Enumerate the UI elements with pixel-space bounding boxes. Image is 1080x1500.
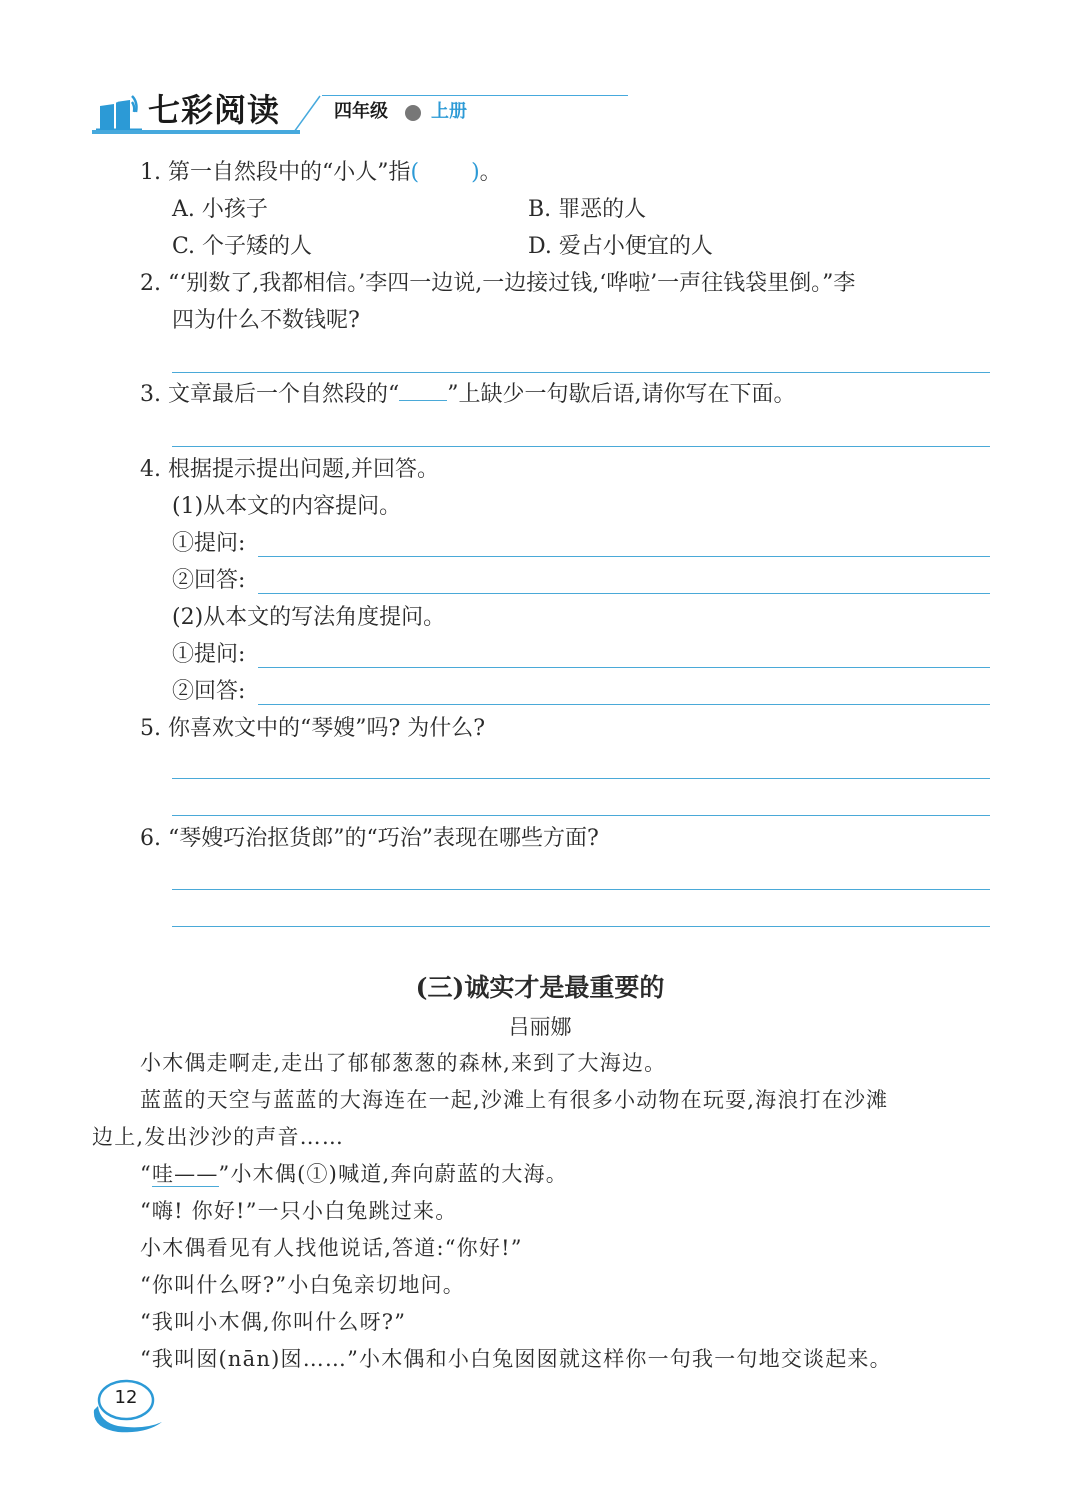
answer-line-q3[interactable] [172,446,990,447]
answer-line-q4-ask2[interactable] [258,667,990,668]
answer-paren-close: ) [471,160,480,185]
passage-author: 吕丽娜 [508,1015,572,1039]
grade-label: 四年级 [334,101,388,122]
question-1-end: 。 [479,160,502,185]
book-logo-icon [96,92,142,132]
question-2-line1: 2. “‘别数了,我都相信。’李四一边说,一边接过钱,‘哗啦’一声往钱袋里倒。”李 [140,271,856,296]
passage-paragraph-2a: 蓝蓝的天空与蓝蓝的大海连在一起,沙滩上有很多小动物在玩耍,海浪打在沙滩 [140,1088,889,1112]
quote-open: “ [140,1162,152,1186]
passage-title: (三)诚实才是最重要的 [415,973,665,1002]
answer-line-q4-ans1[interactable] [258,593,990,594]
question-2-line2: 四为什么不数钱呢? [172,308,360,333]
question-4: 4. 根据提示提出问题,并回答。 [140,457,439,482]
question-3-prefix: 3. 文章最后一个自然段的“ [140,382,400,407]
question-5: 5. 你喜欢文中的“琴嫂”吗? 为什么? [140,716,486,741]
blank-underline [399,382,447,401]
option-b[interactable]: B. 罪恶的人 [528,197,647,222]
header-top-rule [322,95,628,96]
question-6: 6. “琴嫂巧治抠货郎”的“巧治”表现在哪些方面? [140,826,599,851]
passage-paragraph-8: “我叫囡(nān)囡……”小木偶和小白兔囡囡就这样你一句我一句地交谈起来。 [140,1347,892,1371]
volume-label: 上册 [431,101,467,122]
ask-label-1: ①提问: [172,531,246,556]
option-c[interactable]: C. 个子矮的人 [172,234,313,259]
answer-line-q5-1[interactable] [172,778,990,779]
passage-paragraph-3 [140,1159,568,1189]
underlined-phrase: 哇—— [151,1162,219,1186]
question-1 [140,158,502,188]
answer-paren-open: ( [410,160,420,185]
passage-paragraph-2b: 边上,发出沙沙的声音…… [92,1125,345,1149]
answer-line-q4-ask1[interactable] [258,556,990,557]
header-rule [92,130,300,134]
header-divider [292,94,322,134]
option-a[interactable]: A. 小孩子 [172,197,268,222]
page-number: 12 [114,1387,138,1408]
separator-dot [405,105,421,121]
answer-line-q4-ans2[interactable] [258,704,990,705]
passage-paragraph-6: “你叫什么呀?”小白兔亲切地问。 [140,1273,465,1297]
answer-label-2: ②回答: [172,679,246,704]
answer-line-q6-2[interactable] [172,926,990,927]
brand-title: 七彩阅读 [148,91,281,129]
answer-label-1: ②回答: [172,568,246,593]
question-4-part1: (1)从本文的内容提问。 [172,494,402,519]
question-1-text: 1. 第一自然段中的“小人”指 [140,160,411,185]
answer-line-q5-2[interactable] [172,815,990,816]
answer-line-q2[interactable] [172,372,990,373]
question-3 [140,380,795,410]
passage-paragraph-4: “嗨! 你好!”一只小白兔跳过来。 [140,1199,458,1223]
passage-paragraph-1: 小木偶走啊走,走出了郁郁葱葱的森林,来到了大海边。 [140,1051,667,1075]
answer-line-q6-1[interactable] [172,889,990,890]
paragraph-3-rest: ”小木偶(①)喊道,奔向蔚蓝的大海。 [218,1162,568,1186]
passage-paragraph-7: “我叫小木偶,你叫什么呀?” [140,1310,407,1334]
ask-label-2: ①提问: [172,642,246,667]
passage-paragraph-5: 小木偶看见有人找他说话,答道:“你好!” [140,1236,523,1260]
question-4-part2: (2)从本文的写法角度提问。 [172,605,446,630]
option-d[interactable]: D. 爱占小便宜的人 [528,234,713,259]
question-3-suffix: ”上缺少一句歇后语,请你写在下面。 [447,382,796,407]
